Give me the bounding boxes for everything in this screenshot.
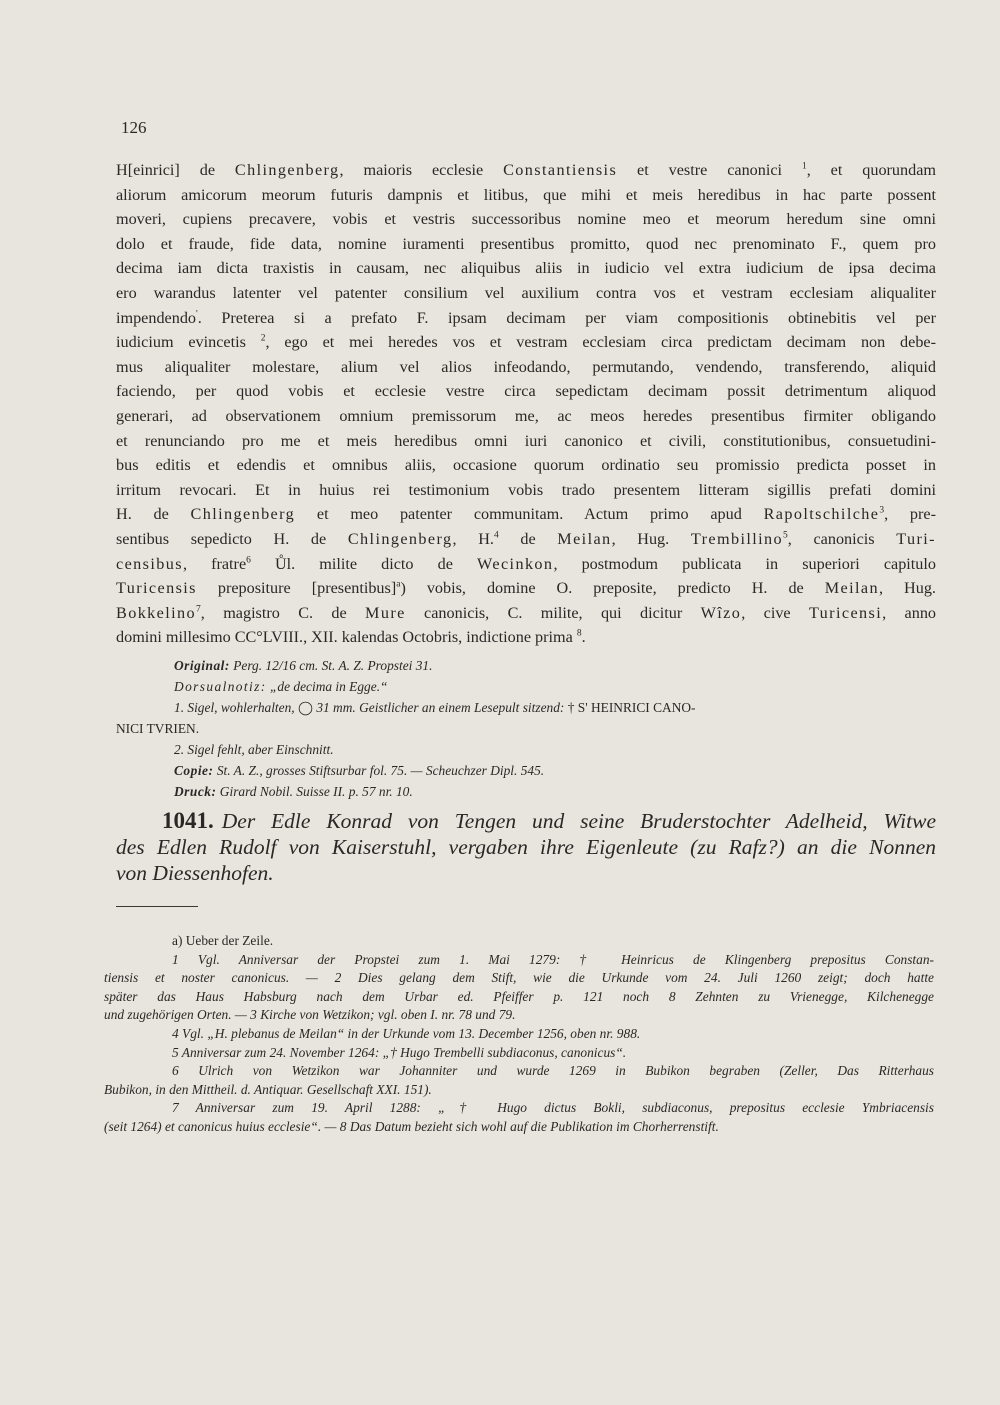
footnote: 5 Anniversar zum 24. November 1264: „† Hugo Trembelli subdiaconus, canonicus“. [172, 1044, 627, 1060]
footnote-ref: 1 [801, 161, 807, 172]
text-line [116, 601, 936, 626]
name-spaced: Turicensis [116, 579, 197, 598]
text-run: de [498, 529, 558, 548]
text-line: aliorum amicorum meorum futuris dampnis et litibus, que mihi et meis heredibus in hac parte possent [116, 185, 936, 204]
footnote-ref: 7 [196, 604, 201, 615]
footnote: 1 Vgl. Anniversar der Propstei zum 1. Mai 1279: † Heinricus de Klingenberg prepositus Constan- [172, 951, 934, 967]
footnote: 6 Ulrich von Wetzikon war Johanniter und wurde 1269 in Bubikon begraben (Zeller, Das Ritterhaus [172, 1063, 934, 1079]
text-line [116, 306, 936, 331]
text-run: , cive [741, 603, 809, 622]
footnote-ref: ' [196, 309, 198, 320]
name-spaced: Chlingenberg [234, 161, 340, 179]
text-run: , Hug. [879, 579, 936, 598]
footnote-ref: 3 [879, 505, 885, 516]
note-label: Druck: [174, 784, 217, 799]
name-spaced: Chlingenberg [190, 505, 296, 524]
footnote: (seit 1264) et canonicus huius ecclesie“. — 8 Das Datum bezieht sich wohl auf die Publikation im Chorherrenstift. [104, 1118, 719, 1134]
name-spaced: Mure [365, 603, 406, 622]
text-line: irritum revocari. Et in huius rei testimonium vobis trado presentem litteram sigillis prefati domini [116, 480, 936, 499]
name-spaced: Rapoltschilche [763, 505, 880, 524]
text-run: prepositure [presentibus] [196, 579, 397, 598]
text-line [116, 552, 936, 577]
text-run: . [581, 628, 586, 647]
text-run: impendendo [116, 308, 197, 327]
footnote-ref: 5 [783, 530, 788, 541]
seal-inscription: † S' HEINRICI CANO- [567, 700, 696, 715]
text-line: moveri, cupiens precavere, vobis et vestris successoribus nomine meo et meorum heredum sine omni [116, 210, 936, 229]
text-run: , H. [452, 529, 494, 548]
footnote: später das Haus Habsburg nach dem Urbar ed. Pfeiffer p. 121 noch 8 Zehnten zu Vrienegge, Kilchenegge [104, 988, 934, 1004]
note-seal-2: 2. Sigel fehlt, aber Einschnitt. [174, 742, 334, 757]
name-spaced: Meilan [557, 529, 612, 548]
heading-line: des Edlen Rudolf von Kaiserstuhl, vergaben ihre Eigenleute (zu Rafz?) an die Nonnen [116, 835, 936, 859]
note-druck [116, 781, 936, 802]
note-seal-1-cont [116, 718, 936, 739]
heading-line [116, 808, 936, 834]
footnote-ref: 4 [493, 530, 499, 541]
name-spaced: Chlingenberg [347, 529, 453, 548]
text-line: dolo et fraude, fide data, nomine iuramenti presentibus promitto, quod nec prenominato F., quem pro [116, 234, 936, 253]
text-run: et meo patenter communitam. Actum primo apud [295, 505, 764, 524]
page-number: 126 [121, 118, 147, 137]
text-run: canonicis, C. milite, qui dicitur [405, 603, 701, 622]
text-run: et vestre canonici [617, 161, 802, 179]
text-run: sentibus sepedicto H. de [116, 529, 348, 548]
footnotes [104, 932, 934, 1137]
text-run: , postmodum publicata in superiori capitulo [553, 554, 936, 573]
name-spaced: Bokkelino [116, 603, 197, 622]
note-text: „de decima in Egge.“ [269, 679, 388, 694]
footnote-ref: 2 [260, 333, 266, 344]
heading-text: Der Edle Konrad von Tengen und seine Bruderstochter Adelheid, Witwe [221, 809, 936, 833]
text-run: , magistro C. de [200, 603, 366, 622]
text-run: , et quorundam [806, 161, 936, 179]
text-line: mus aliqualiter molestare, alium vel alios infeodando, permutando, vendendo, transferendo, aliquid [116, 357, 936, 376]
text-line [116, 576, 936, 601]
name-spaced: Trembillino [690, 529, 784, 548]
seal-inscription: NICI TVRIEN. [116, 721, 200, 736]
text-line: generari, ad observationem omnium premissorum me, ac meos heredes presentibus firmiter obligando [116, 406, 936, 425]
text-run: Ů [250, 554, 287, 573]
name-spaced: Turi- [896, 529, 936, 548]
note-text: 1. Sigel, wohlerhalten, ◯ 31 mm. Geistlicher an einem Lesepult sitzend: [174, 700, 568, 715]
footnote: Bubikon, in den Mittheil. d. Antiquar. Gesellschaft XXI. 151). [104, 1081, 432, 1097]
note-label: Dorsualnotiz: [174, 679, 267, 694]
note-dorsual [116, 676, 936, 697]
note-copie [116, 760, 936, 781]
name-spaced: Wîzo [700, 603, 742, 622]
heading-line: von Diessenhofen. [116, 861, 274, 885]
footnote: 4 Vgl. „H. plebanus de Meilan“ in der Urkunde vom 13. December 1256, oben nr. 988. [172, 1025, 641, 1041]
document-heading [116, 808, 936, 886]
footnote: a) Ueber der Zeile. [172, 933, 274, 948]
footnote: und zugehörigen Orten. — 3 Kirche von Wetzikon; vgl. oben I. nr. 78 und 79. [104, 1007, 516, 1023]
charter-text [116, 158, 936, 650]
text-line [116, 158, 936, 183]
note-label: Original: [174, 658, 230, 673]
footnote: 7 Anniversar zum 19. April 1288: „† Hugo dictus Bokli, subdiaconus, prepositus ecclesie Ymbriacensis [172, 1100, 934, 1116]
text-run: H[einrici] de [116, 161, 235, 179]
text-run: . Preterea si a prefato F. ipsam decimam per viam compositionis obtinebitis vel per [197, 308, 936, 327]
footnote-divider [116, 906, 198, 907]
text-line: et renunciando pro me et meis heredibus omni iuri canonico et civili, constitutionibus, consuetudini- [116, 431, 936, 450]
archival-notes [116, 655, 936, 802]
note-seal-1 [116, 697, 936, 718]
text-run: l. milite dicto de [286, 554, 477, 573]
name-spaced: Wecinkon [477, 554, 554, 573]
name-spaced: Meilan [824, 579, 879, 598]
note-original [116, 655, 936, 676]
text-line [116, 527, 936, 552]
text-run: , ego et mei heredes vos et vestram ecclesiam circa predictam decimam non debe- [265, 333, 936, 352]
text-run: , pre- [884, 505, 936, 524]
text-run: , Hug. [611, 529, 691, 548]
text-run: H. de [116, 505, 191, 524]
footnote-ref: 6 [246, 555, 251, 566]
text-line [116, 625, 936, 650]
text-run: , canonicis [787, 529, 897, 548]
note-text: Girard Nobil. Suisse II. p. 57 nr. 10. [219, 784, 413, 799]
note-text: Perg. 12/16 cm. St. A. Z. Propstei 31. [233, 658, 433, 673]
text-run: , fratre [182, 554, 247, 573]
footnote: tiensis et noster canonicus. — 2 Dies gelang dem Stift, wie die Urkunde vom 24. Juli 1260 zeigt; doch hatte [104, 970, 934, 986]
text-line: decima iam dicta traxistis in causam, nec aliquibus aliis in iudicio vel extra iudicium de ipsa decima [116, 259, 936, 278]
text-line [116, 502, 936, 527]
note-label: Copie: [174, 763, 214, 778]
name-spaced: censibus [116, 554, 183, 573]
name-spaced: Turicensi [808, 603, 883, 622]
text-line: ero warandus latenter vel patenter consilium vel auxilium contra vos et vestram ecclesiam aliqualiter [116, 283, 936, 302]
text-line: bus editis et edendis et omnibus aliis, occasione quorum ordinatio seu promissio predicta posset in [116, 456, 936, 475]
footnote-ref: a [396, 579, 401, 590]
text-run: domini millesimo CC°LVIII., XII. kalendas Octobris, indictione prima [116, 628, 577, 647]
text-run: , maioris ecclesie [339, 161, 504, 179]
text-run: ) vobis, domine O. preposite, predicto H. de [400, 579, 825, 598]
text-line: faciendo, per quod vobis et ecclesie vestre circa sepedictam decimam possit detrimentum aliquod [116, 382, 936, 401]
document-number: 1041. [162, 808, 214, 833]
text-line [116, 330, 936, 355]
note-text: St. A. Z., grosses Stiftsurbar fol. 75. — Scheuchzer Dipl. 545. [216, 763, 545, 778]
name-spaced: Constantiensis [503, 161, 618, 179]
footnote-ref: 8 [576, 628, 582, 639]
text-run: , anno [882, 603, 937, 622]
text-run: iudicium evincetis [116, 333, 261, 352]
